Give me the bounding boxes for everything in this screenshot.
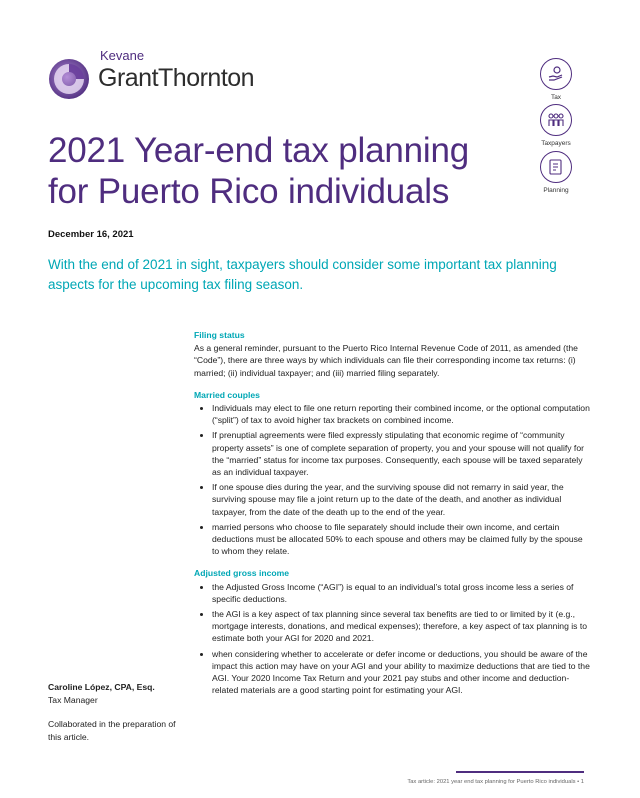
list-item: • Individuals may elect to file one return reporting their combined income, or the optional computation (“split”) of tax to avoid higher tax brackets on combined income.: [212, 402, 592, 426]
filing-status-text: As a general reminder, pursuant to the Puerto Rico Internal Revenue Code of 2011, as amended (the “Code”), there are three ways by which individuals can file their corresponding income tax returns: (i) married; (ii) individual taxpayer; and (iii) married filing separately.: [194, 343, 578, 378]
taxpayers-label: Taxpayers: [541, 140, 571, 147]
list-item: • If one spouse dies during the year, and the surviving spouse did not remarry in said year, the surviving spouse may file a joint return up to the date of the death, and another as individual taxpayer, from the date of the death up to the end of the year.: [212, 481, 592, 518]
publish-date: December 16, 2021: [48, 229, 134, 240]
planning-badge: [536, 151, 576, 194]
taxpayers-badge: [536, 104, 576, 147]
hand-coin-icon: [540, 58, 572, 90]
grant-thornton-logo-mark-icon: [48, 58, 90, 100]
planning-label: Planning: [543, 187, 569, 194]
author-note: Collaborated in the preparation of this article.: [48, 719, 176, 742]
agi-heading: Adjusted gross income: [194, 568, 290, 579]
author-block: [48, 681, 183, 743]
list-item: • If prenuptial agreements were filed expressly stipulating that economic regime of “community property assets” is one of complete separation of property, you and your spouse will not qualify for the “married” status for income tax purposes. Consequently, each spouse will be taxed separately as an individual taxpayer.: [212, 429, 592, 478]
footer-rule: [456, 771, 584, 773]
title-line-2: for Puerto Rico individuals: [48, 172, 450, 211]
logo-kevane-text: Kevane: [100, 48, 145, 63]
list-item: • the AGI is a key aspect of tax planning since several tax benefits are tied to or limited by it (e.g., mortgage interests, donations, and medical expenses); therefore, a key aspect of tax planning is to estimate both your AGI for 2020 and 2021.: [212, 608, 592, 645]
tax-badge: [536, 58, 576, 101]
company-logo: [48, 48, 278, 108]
article-body: [194, 329, 592, 706]
filing-status-heading: Filing status: [194, 330, 245, 340]
page-title: [48, 130, 528, 212]
title-line-1: 2021 Year-end tax planning: [48, 131, 470, 170]
author-role: Tax Manager: [48, 694, 98, 705]
agi-list: [194, 581, 592, 697]
list-item: • the Adjusted Gross Income (“AGI”) is equal to an individual’s total gross income less a series of specific deductions.: [212, 581, 592, 605]
logo-name-text: GrantThornton: [98, 64, 255, 92]
page-footer: Tax article: 2021 year end tax planning for Puerto Rico individuals • 1: [407, 779, 584, 785]
list-item: • when considering whether to accelerate or defer income or deductions, you should be aware of the impact this action may have on your AGI and your ability to maximize deductions that are tied to the AGI. Your 2020 Income Tax Return and your 2021 pay stubs and other income and deduction-related materials are a good starting point for estimating your AGI.: [212, 648, 592, 697]
people-icon: [540, 104, 572, 136]
list-item: • married persons who choose to file separately should include their own income, and certain deductions must be allocated 50% to each spouse and others may be claimed fully by the spouse to whom they relate.: [212, 521, 592, 558]
married-couples-list: [194, 402, 592, 557]
author-name: Caroline López, CPA, Esq.: [48, 682, 155, 692]
intro-paragraph: With the end of 2021 in sight, taxpayers should consider some important tax planning aspects for the upcoming tax filing season.: [48, 257, 557, 292]
tax-label: Tax: [550, 94, 562, 101]
married-couples-heading: Married couples: [194, 389, 260, 400]
planning-doc-icon: [540, 151, 572, 183]
